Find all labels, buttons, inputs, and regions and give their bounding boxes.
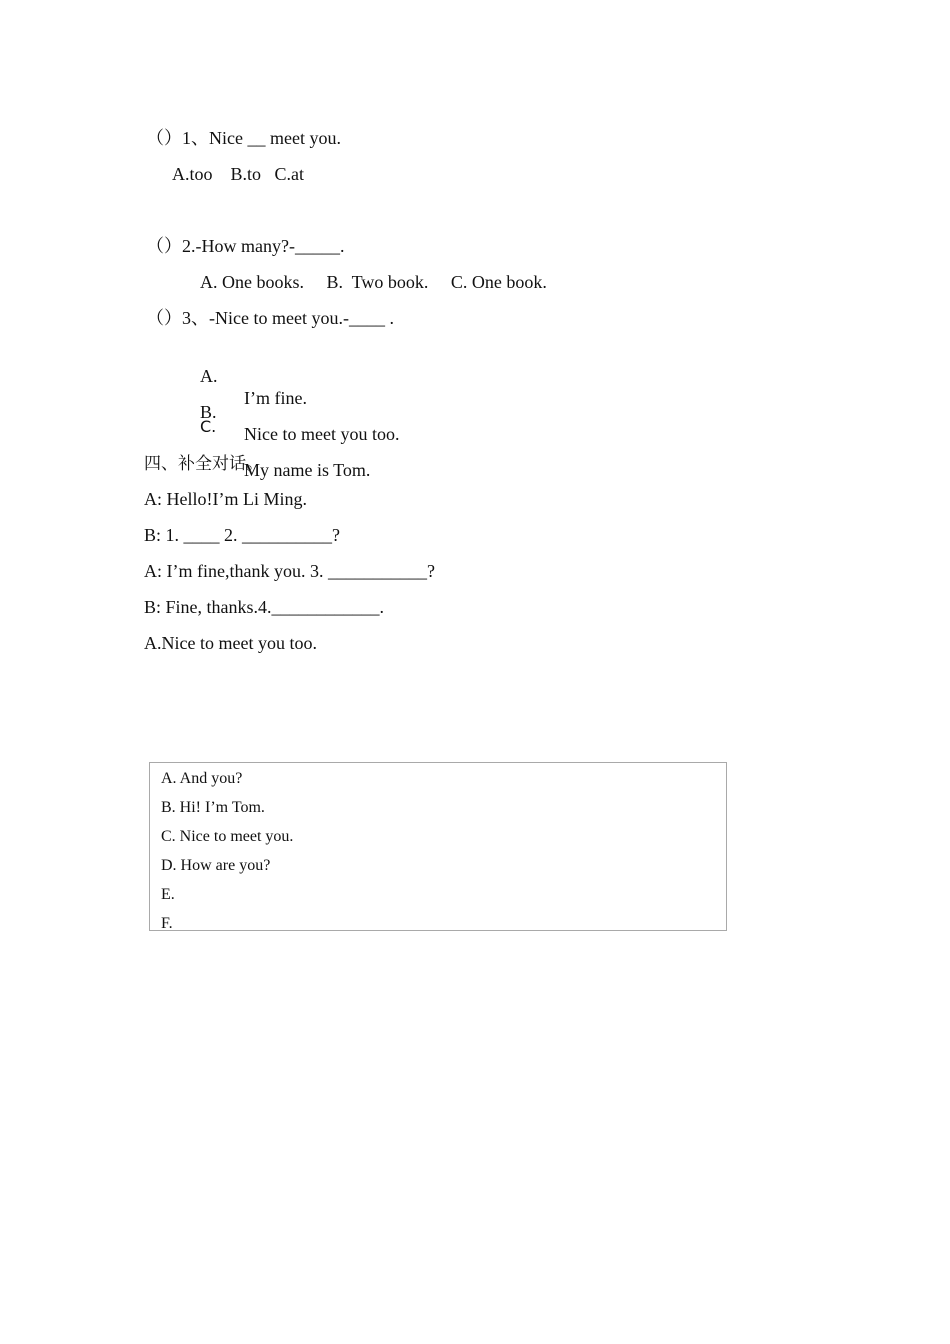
option-text: I’m fine. bbox=[244, 388, 307, 408]
dialogue-line: B: 1. ____ 2. __________? bbox=[144, 525, 340, 545]
choice-item: F. bbox=[161, 915, 173, 931]
choice-item: D. How are you? bbox=[161, 857, 271, 874]
choice-box bbox=[149, 762, 727, 931]
choice-item: C. Nice to meet you. bbox=[161, 828, 294, 845]
choice-item: B. Hi! I’m Tom. bbox=[161, 799, 265, 816]
option-letter: B. bbox=[200, 402, 217, 422]
choice-item: A. And you? bbox=[161, 770, 243, 787]
option-letter: C. bbox=[200, 417, 217, 436]
section-4-heading: 四、补全对话。 bbox=[144, 454, 263, 474]
dialogue-line: A.Nice to meet you too. bbox=[144, 633, 317, 653]
option-text: My name is Tom. bbox=[244, 460, 371, 480]
question-3-stem: （）3、-Nice to meet you.-____ . bbox=[146, 308, 394, 328]
dialogue-line: A: Hello!I’m Li Ming. bbox=[144, 489, 307, 509]
option-letter: A. bbox=[200, 366, 218, 386]
choice-item: E. bbox=[161, 886, 175, 903]
question-2-options: A. One books. B. Two book. C. One book. bbox=[200, 272, 547, 292]
dialogue-line: B: Fine, thanks.4.____________. bbox=[144, 597, 385, 617]
option-text: Nice to meet you too. bbox=[244, 424, 400, 444]
question-2-stem: （）2.-How many?-_____. bbox=[146, 236, 345, 256]
question-1-options: A.too B.to C.at bbox=[172, 164, 305, 184]
dialogue-line: A: I’m fine,thank you. 3. ___________? bbox=[144, 561, 435, 581]
question-1-stem: （）1、Nice __ meet you. bbox=[146, 128, 341, 148]
